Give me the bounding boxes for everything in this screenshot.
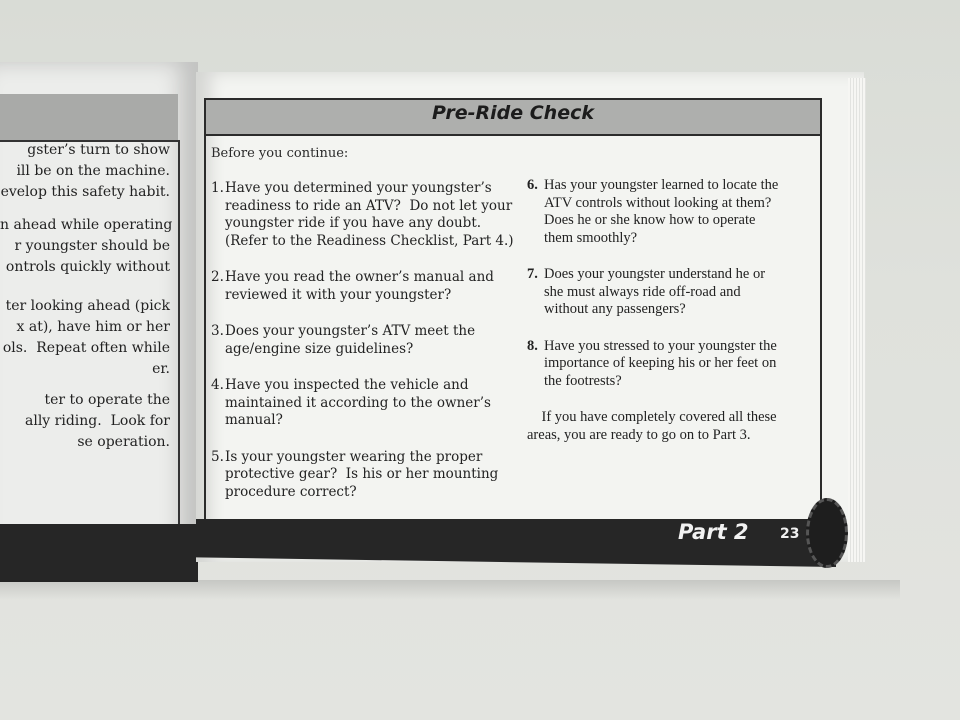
item-text: Has your youngster learned to locate the ATV controls without looking at them? Does he or she know how to operate them smoothly? (544, 177, 779, 246)
left-page-text (0, 140, 178, 467)
left-page-header-bar (0, 94, 178, 142)
checklist-item (211, 323, 511, 358)
item-text: Is your youngster wearing the proper protective gear? Is his or her mounting procedure correct? (225, 448, 499, 500)
item-number: 6. (527, 177, 538, 193)
item-text: Does your youngster’s ATV meet the age/engine size guidelines? (225, 323, 476, 357)
item-number: 8. (527, 337, 538, 354)
item-text: Have you inspected the vehicle and maintained it according to the owner’s manual? (225, 377, 491, 428)
item-text: Have you read the owner’s manual and reviewed it with your youngster? (225, 269, 494, 303)
item-number: 4. (211, 377, 224, 393)
left-paragraph: gster’s turn to show ill be on the machine. evelop this safety habit. (0, 142, 170, 200)
checklist-item (211, 377, 511, 430)
checklist-item (211, 449, 511, 502)
closing-text: If you have completely covered all these areas, you are ready to go on to Part 3. (527, 409, 777, 443)
item-number: 5. (211, 448, 224, 465)
checklist-right-column (527, 177, 817, 444)
item-number: 1. (211, 180, 224, 196)
checklist-item (527, 266, 817, 319)
item-text: Have you determined your youngster’s readiness to ride an ATV? Do not let your youngster ride if you have any doubt. (Refer to the Readiness Checklist, Part 4.) (225, 180, 514, 249)
left-paragraph: ter looking ahead (pick x at), have him or her ols. Repeat often while er. (2, 298, 170, 377)
left-paragraph: ter to operate the ally riding. Look for se operation. (25, 392, 170, 450)
item-number: 2. (211, 269, 224, 285)
item-text: Does your youngster understand he or she must always ride off-road and without any passengers? (544, 266, 766, 317)
page-edges (848, 78, 866, 562)
book-shadow (0, 580, 900, 600)
checklist-left-column (211, 180, 514, 520)
footer-part-label: Part 2 (678, 520, 749, 544)
left-paragraph: n ahead while operating r youngster should be ontrols quickly without (0, 217, 173, 275)
item-number: 3. (211, 323, 224, 339)
tire-icon (806, 498, 848, 568)
checklist-item (211, 180, 514, 250)
item-number: 7. (527, 266, 538, 282)
checklist-item (527, 177, 817, 247)
page-number: 23 (780, 526, 800, 542)
left-page-footer-band (0, 524, 198, 582)
item-text: Have you stressed to your youngster the importance of keeping his or her feet on the footrests? (544, 337, 777, 389)
page-title: Pre-Ride Check (432, 102, 594, 124)
intro-text: Before you continue: (211, 146, 349, 161)
checklist-item (211, 269, 511, 304)
checklist-item (527, 338, 817, 391)
